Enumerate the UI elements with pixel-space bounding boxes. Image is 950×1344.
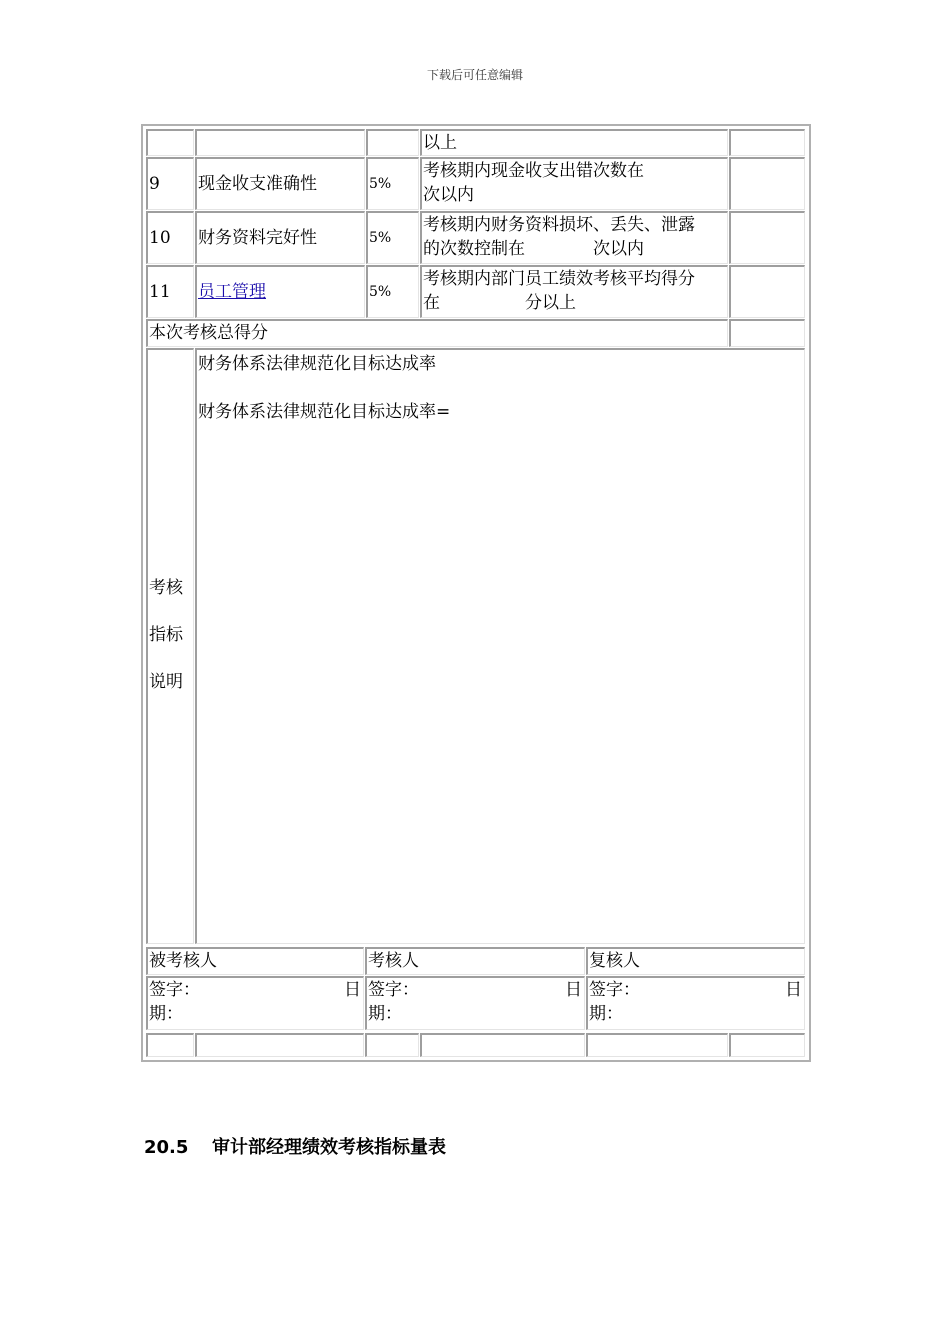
assessee-date-label-b: 期： xyxy=(149,1004,183,1024)
row-9-num xyxy=(146,157,194,210)
row-9-item-text: 现金收支准确性 xyxy=(198,174,317,194)
reviewer-signature xyxy=(586,976,805,1030)
row-11-weight xyxy=(366,265,419,318)
row-11-weight-text: 5% xyxy=(369,284,392,300)
assessor-date-label-b: 期： xyxy=(368,1004,402,1024)
reviewer-label: 复核人 xyxy=(586,947,805,975)
side-label-line-3: 说明 xyxy=(149,672,183,692)
empty-cell xyxy=(365,1033,419,1057)
page-header-note: 下载后可任意编辑 xyxy=(426,68,523,82)
row-10-score xyxy=(729,211,805,264)
assessee-label: 被考核人 xyxy=(146,947,364,975)
empty-cell xyxy=(586,1033,728,1057)
row-10-item xyxy=(195,211,365,264)
row-9-weight xyxy=(366,157,419,210)
row-9-desc-line-1: 考核期内现金收支出错次数在 xyxy=(423,161,644,181)
side-label-line-2: 指标 xyxy=(149,625,183,645)
row-9-item xyxy=(195,157,365,210)
row-9-score xyxy=(729,157,805,210)
row-9-weight-text: 5% xyxy=(369,176,392,192)
row-11-desc-line-2: 在 分以上 xyxy=(423,293,576,313)
assessor-date-label-a: 日 xyxy=(565,980,582,1000)
row-10-desc-line-1: 考核期内财务资料损坏、丢失、泄露 xyxy=(423,215,695,235)
row-10-num xyxy=(146,211,194,264)
row-11-num xyxy=(146,265,194,318)
assessee-signature xyxy=(146,976,364,1030)
row-0-score xyxy=(729,129,805,156)
row-10-desc-line-2: 的次数控制在 次以内 xyxy=(423,239,644,259)
row-10-item-text: 财务资料完好性 xyxy=(198,228,317,248)
row-9-num-text: 9 xyxy=(149,174,160,194)
total-score-label: 本次考核总得分 xyxy=(146,319,728,347)
row-9-desc-line-2: 次以内 xyxy=(423,185,474,205)
row-0-weight xyxy=(366,129,419,156)
assessee-sign-label: 签字： xyxy=(149,980,200,1000)
indicator-explanation-label xyxy=(146,348,194,944)
empty-cell xyxy=(420,1033,585,1057)
row-10-weight xyxy=(366,211,419,264)
reviewer-date-label-a: 日 xyxy=(785,980,802,1000)
section-title: 审计部经理绩效考核指标量表 xyxy=(212,1137,446,1158)
empty-cell xyxy=(195,1033,364,1057)
reviewer-sign-label: 签字： xyxy=(589,980,640,1000)
row-0-desc-line: 以上 xyxy=(423,133,457,153)
side-label-line-1: 考核 xyxy=(149,578,183,598)
row-10-num-text: 10 xyxy=(149,228,171,248)
explanation-line-2: 财务体系法律规范化目标达成率= xyxy=(198,402,451,422)
row-10-weight-text: 5% xyxy=(369,230,392,246)
row-11-num-text: 11 xyxy=(149,282,171,302)
row-11-item xyxy=(195,265,365,318)
empty-cell xyxy=(146,1033,194,1057)
row-9-desc xyxy=(420,157,728,210)
assessor-sign-label: 签字： xyxy=(368,980,419,1000)
assessor-signature xyxy=(365,976,585,1030)
total-score-value xyxy=(729,319,805,347)
row-11-desc xyxy=(420,265,728,318)
section-heading xyxy=(144,1133,446,1159)
reviewer-date-label-b: 期： xyxy=(589,1004,623,1024)
explanation-line-1: 财务体系法律规范化目标达成率 xyxy=(198,354,436,374)
row-11-desc-line-1: 考核期内部门员工绩效考核平均得分 xyxy=(423,269,695,289)
empty-cell xyxy=(729,1033,805,1057)
row-0-num xyxy=(146,129,194,156)
indicator-explanation-body xyxy=(195,348,805,944)
assessee-date-label-a: 日 xyxy=(344,980,361,1000)
section-number: 20.5 xyxy=(144,1137,189,1158)
employee-management-link[interactable]: 员工管理 xyxy=(198,282,266,302)
row-0-desc xyxy=(420,129,728,156)
row-11-score xyxy=(729,265,805,318)
assessment-table xyxy=(141,124,811,1062)
assessor-label: 考核人 xyxy=(365,947,585,975)
row-0-item xyxy=(195,129,365,156)
row-10-desc xyxy=(420,211,728,264)
